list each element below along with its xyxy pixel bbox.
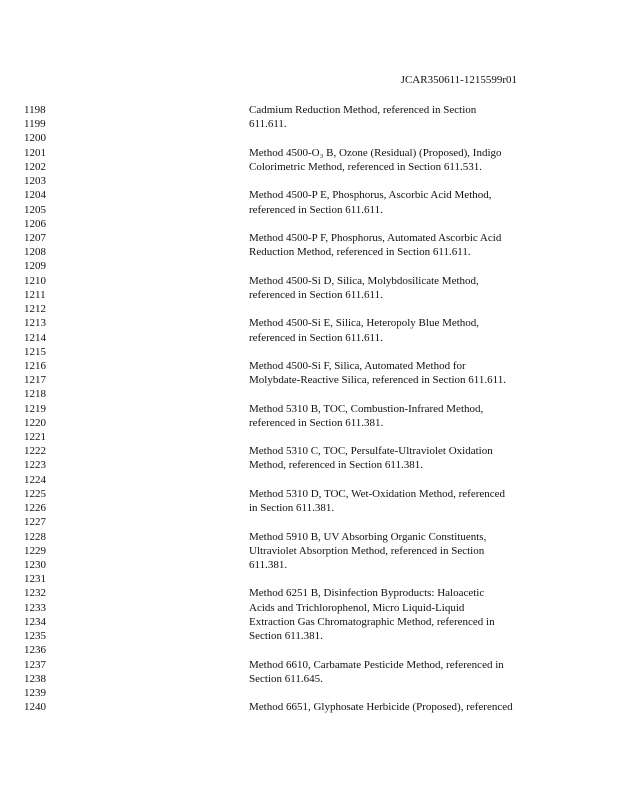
line-number: 1231	[24, 573, 46, 586]
text-line	[0, 345, 619, 359]
line-text: Method 6251 B, Disinfection Byproducts: Haloacetic	[249, 587, 485, 600]
line-number: 1228	[24, 530, 46, 543]
line-number: 1204	[24, 189, 46, 202]
text-line	[0, 217, 619, 231]
line-number: 1239	[24, 686, 46, 699]
line-text: referenced in Section 611.611.	[249, 203, 383, 216]
text-line	[0, 700, 619, 714]
line-text: Method 5910 B, UV Absorbing Organic Constituents,	[249, 530, 487, 543]
text-line	[0, 373, 619, 387]
text-line	[0, 643, 619, 657]
line-number: 1208	[24, 246, 46, 259]
text-line	[0, 501, 619, 515]
line-number: 1227	[24, 516, 46, 529]
text-line	[0, 601, 619, 615]
line-text: in Section 611.381.	[249, 502, 335, 515]
line-text: Method 5310 C, TOC, Persulfate-Ultraviolet Oxidation	[249, 445, 493, 458]
line-text: referenced in Section 611.611.	[249, 288, 383, 301]
line-text: Acids and Trichlorophenol, Micro Liquid-Liquid	[249, 601, 465, 614]
line-number: 1226	[24, 502, 46, 515]
line-number: 1221	[24, 431, 46, 444]
text-line	[0, 203, 619, 217]
line-number: 1210	[24, 274, 46, 287]
line-number: 1225	[24, 487, 46, 500]
text-line	[0, 487, 619, 501]
text-line	[0, 544, 619, 558]
line-text: Extraction Gas Chromatographic Method, referenced in	[249, 615, 495, 628]
line-text: Method 4500-Si F, Silica, Automated Method for	[249, 359, 466, 372]
line-text: 611.381.	[249, 559, 288, 571]
line-number: 1222	[24, 445, 46, 458]
line-number: 1206	[24, 217, 46, 230]
line-number: 1209	[24, 260, 46, 273]
line-text: Method 4500-Si E, Silica, Heteropoly Blue Method,	[249, 317, 480, 330]
line-number: 1212	[24, 303, 46, 316]
text-line	[0, 274, 619, 288]
text-line	[0, 231, 619, 245]
line-text: Method 4500-O₃ B, Ozone (Residual) (Proposed), Indigo	[249, 146, 502, 159]
line-number: 1218	[24, 388, 46, 401]
text-line	[0, 672, 619, 686]
text-line	[0, 117, 619, 131]
text-line	[0, 402, 619, 416]
line-number: 1236	[24, 644, 46, 657]
line-number: 1237	[24, 658, 46, 671]
line-number: 1217	[24, 374, 46, 387]
line-number: 1234	[24, 615, 46, 628]
text-line	[0, 572, 619, 586]
line-number: 1224	[24, 473, 46, 486]
line-text: Section 611.381.	[249, 630, 323, 643]
line-number: 1202	[24, 160, 46, 173]
text-line	[0, 473, 619, 487]
line-text: Method 4500-P E, Phosphorus, Ascorbic Acid Method,	[249, 189, 492, 202]
line-text: Section 611.645.	[249, 672, 323, 685]
text-line	[0, 103, 619, 117]
text-line	[0, 686, 619, 700]
line-text: Method 5310 D, TOC, Wet-Oxidation Method, referenced	[249, 487, 506, 500]
line-number: 1230	[24, 559, 46, 571]
line-number: 1229	[24, 544, 46, 557]
line-number: 1205	[24, 203, 46, 216]
text-line	[0, 558, 619, 572]
text-line	[0, 416, 619, 430]
line-text: Method, referenced in Section 611.381.	[249, 459, 424, 472]
line-text: referenced in Section 611.381.	[249, 416, 384, 429]
text-line	[0, 174, 619, 188]
line-text: Molybdate-Reactive Silica, referenced in Section 611.611.	[249, 374, 506, 387]
line-text: Reduction Method, referenced in Section 611.611.	[249, 246, 471, 259]
line-text: Method 6610, Carbamate Pesticide Method, referenced in	[249, 658, 504, 671]
text-line	[0, 615, 619, 629]
text-line	[0, 629, 619, 643]
line-number: 1220	[24, 416, 46, 429]
line-number: 1214	[24, 331, 46, 344]
text-line	[0, 288, 619, 302]
line-text: Method 5310 B, TOC, Combustion-Infrared Method,	[249, 402, 484, 415]
line-number: 1207	[24, 231, 46, 244]
line-text: Method 4500-P F, Phosphorus, Automated Ascorbic Acid	[249, 231, 502, 244]
text-line	[0, 131, 619, 145]
text-line	[0, 430, 619, 444]
line-number: 1216	[24, 359, 46, 372]
text-line	[0, 331, 619, 345]
line-number: 1233	[24, 601, 46, 614]
text-line	[0, 387, 619, 401]
document-id: JCAR350611-1215599r01	[400, 74, 517, 86]
line-text: Ultraviolet Absorption Method, referenced in Section	[249, 544, 485, 557]
text-line	[0, 302, 619, 316]
line-number: 1238	[24, 672, 46, 685]
line-number: 1223	[24, 459, 46, 472]
text-line	[0, 245, 619, 259]
line-text: Colorimetric Method, referenced in Section 611.531.	[249, 160, 482, 173]
text-line	[0, 316, 619, 330]
text-line	[0, 530, 619, 544]
text-line	[0, 458, 619, 472]
text-line	[0, 146, 619, 160]
line-text: Cadmium Reduction Method, referenced in Section	[249, 104, 477, 116]
line-text: Method 4500-Si D, Silica, Molybdosilicate Method,	[249, 274, 479, 287]
line-number: 1213	[24, 317, 46, 330]
line-number: 1215	[24, 345, 46, 358]
line-number: 1203	[24, 175, 46, 188]
line-text: Method 6651, Glyphosate Herbicide (Proposed), referenced	[249, 701, 513, 714]
line-number: 1211	[24, 288, 46, 301]
text-line	[0, 515, 619, 529]
line-text: referenced in Section 611.611.	[249, 331, 383, 344]
line-number: 1200	[24, 132, 46, 145]
line-number: 1232	[24, 587, 46, 600]
text-line	[0, 259, 619, 273]
text-line	[0, 188, 619, 202]
line-number: 1198	[24, 104, 46, 116]
text-line	[0, 586, 619, 600]
line-text: 611.611.	[249, 118, 287, 131]
line-number: 1240	[24, 701, 46, 714]
text-line	[0, 160, 619, 174]
text-line	[0, 359, 619, 373]
text-line	[0, 444, 619, 458]
text-line	[0, 658, 619, 672]
line-number: 1219	[24, 402, 46, 415]
line-number: 1199	[24, 118, 46, 131]
line-number: 1235	[24, 630, 46, 643]
line-number: 1201	[24, 146, 46, 159]
numbered-text-lines	[0, 103, 619, 714]
